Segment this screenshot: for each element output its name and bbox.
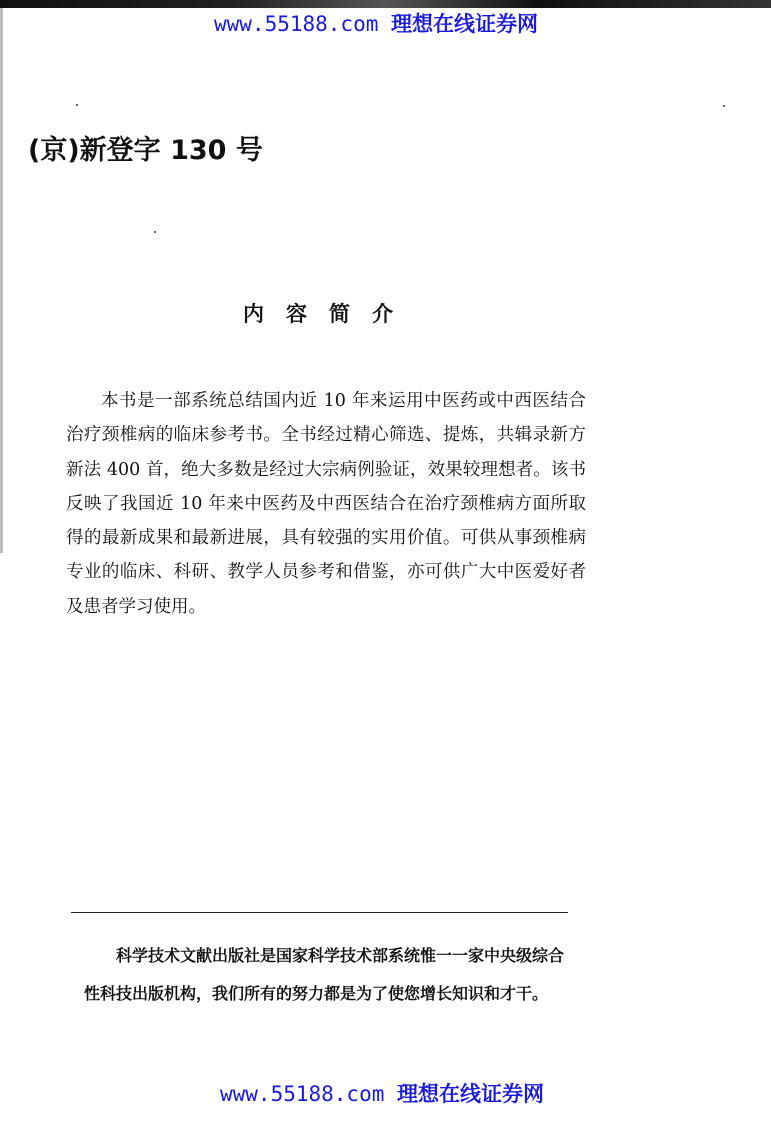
watermark-site-name: 理想在线证券网 xyxy=(391,12,539,36)
scan-speck xyxy=(723,105,725,107)
watermark-url: www.55188.com xyxy=(214,12,379,36)
publisher-note xyxy=(84,937,564,1013)
scan-speck xyxy=(154,231,156,233)
scan-edge-left xyxy=(0,8,3,553)
divider xyxy=(71,912,568,913)
section-title: 内容简介 xyxy=(243,302,415,326)
summary-paragraph: 本书是一部系统总结国内近 10 年来运用中医药或中西医结合治疗颈椎病的临床参考书。全书经过精心筛选、提炼，共辑录新方新法 400 首，绝大多数是经过大宗病例验证，效果较理想者。该书反映了我国近 10 年来中医药及中西医结合在治疗颈椎病方面所取得的最新成果和最新进展，具有较强的实用价值。可供从事颈椎病专业的临床、科研、教学人员参考和借鉴，亦可供广大中医爱好者及患者学习使用。 xyxy=(66,391,586,617)
registration-number: (京)新登字 130 号 xyxy=(28,135,263,166)
summary-text xyxy=(66,384,586,624)
publisher-note-paragraph: 科学技术文献出版社是国家科学技术部系统惟一一家中央级综合性科技出版机构，我们所有的努力都是为了使您增长知识和才干。 xyxy=(84,946,565,1003)
watermark-bottom xyxy=(220,1078,544,1108)
watermark-url: www.55188.com xyxy=(220,1082,385,1106)
watermark-site-name: 理想在线证券网 xyxy=(397,1082,545,1106)
watermark-top xyxy=(214,8,538,38)
scan-speck xyxy=(76,104,78,106)
scan-edge xyxy=(0,0,771,8)
